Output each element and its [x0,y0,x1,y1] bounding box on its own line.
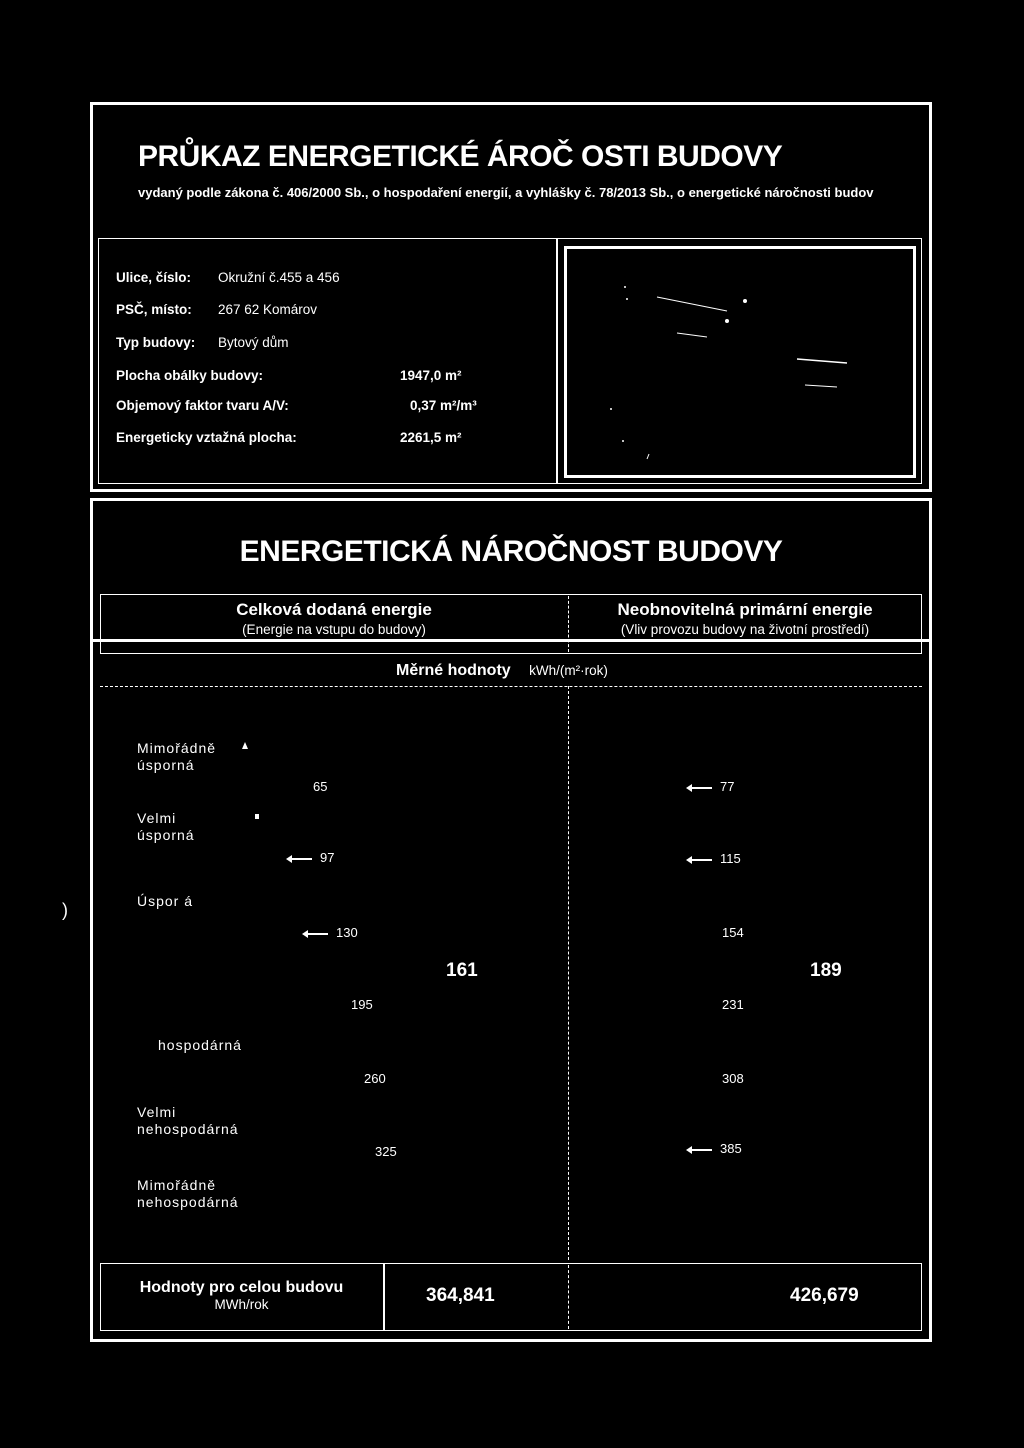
left-subheading: (Energie na vstupu do budovy) [242,622,426,637]
right-value-a [690,779,734,794]
factor-label: Objemový faktor tvaru A/V: [116,398,289,413]
column-divider [568,686,569,1260]
left-value-a: 65 [313,779,328,794]
type-value: Bytový dům [218,335,289,350]
right-value-a-text: 77 [720,779,735,794]
document-title: PRŮKAZ ENERGETICKÉ ÁROČ OSTI BUDOVY [138,140,783,173]
right-value-f-text: 385 [720,1141,742,1156]
right-value-b [690,851,741,866]
area-label: Plocha obálky budovy: [116,368,264,383]
arrow-left-icon [690,859,712,861]
units-divider [100,686,922,687]
right-value-c: 154 [722,925,744,940]
document-subtitle: vydaný podle zákona č. 406/2000 Sb., o hospodaření energií, a vyhlášky č. 78/2013 Sb., o energetické náročnosti budov [138,185,874,200]
arrow-left-icon [690,1149,712,1151]
arrow-left-icon [290,858,312,860]
ref-area-label: Energeticky vztažná plocha: [116,430,297,445]
psc-label: PSČ, místo: [116,302,192,317]
street-label: Ulice, číslo: [116,270,192,285]
left-column-header [100,600,568,637]
right-value-e: 308 [722,1071,744,1086]
type-label: Typ budovy: [116,335,196,350]
totals-left-value: 364,841 [426,1285,495,1306]
class-label-b: Velmi úsporná [137,810,195,843]
class-label-e: Velmi nehospodárná [137,1104,239,1137]
right-value-b-text: 115 [720,851,741,866]
arrow-left-icon [306,933,328,935]
left-value-c [306,925,358,940]
class-label-a: Mimořádně úsporná [137,740,217,773]
left-building-value: 161 [446,960,478,981]
area-value: 1947,0 m² [400,368,462,383]
units-value: kWh/(m²·rok) [529,663,608,678]
class-label-d: hospodárná [158,1037,242,1053]
right-value-f [690,1141,742,1156]
section-title: ENERGETICKÁ NÁROČNOST BUDOVY [239,535,783,568]
right-subheading: (Vliv provozu budovy na životní prostředí) [620,622,870,637]
left-value-e: 260 [364,1071,386,1086]
building-photo [564,246,916,478]
units-row [396,662,608,680]
left-value-d: 195 [351,997,373,1012]
ref-area-value: 2261,5 m² [400,430,462,445]
units-label: Měrné hodnoty [396,662,511,679]
totals-label: Hodnoty pro celou budovu [139,1279,344,1296]
left-heading: Celková dodaná energie [236,600,432,619]
totals-column-divider [568,1265,569,1329]
psc-value: 267 62 Komárov [218,302,318,317]
left-value-f: 325 [375,1144,397,1159]
class-b-marker [255,814,259,819]
class-label-c: Úspor á [137,893,194,909]
right-value-d: 231 [722,997,744,1012]
street-value: Okružní č.455 a 456 [218,270,340,285]
totals-right-value: 426,679 [790,1285,859,1306]
left-value-b-text: 97 [320,850,335,865]
class-a-marker [242,742,248,749]
factor-value: 0,37 m²/m³ [410,398,477,413]
class-label-f: Mimořádně nehospodárná [137,1177,239,1210]
right-heading: Neobnovitelná primární energie [617,600,873,619]
totals-label-divider [383,1263,385,1331]
column-divider-top [568,596,569,652]
totals-unit: MWh/rok [214,1297,269,1312]
left-value-b [290,850,334,865]
photo-image [567,249,913,475]
right-building-value: 189 [810,960,842,981]
right-column-header [570,600,920,637]
totals-label-cell [100,1279,383,1312]
arrow-left-icon [690,787,712,789]
margin-mark: ) [62,900,68,920]
left-value-c-text: 130 [336,925,358,940]
info-divider [556,238,558,484]
